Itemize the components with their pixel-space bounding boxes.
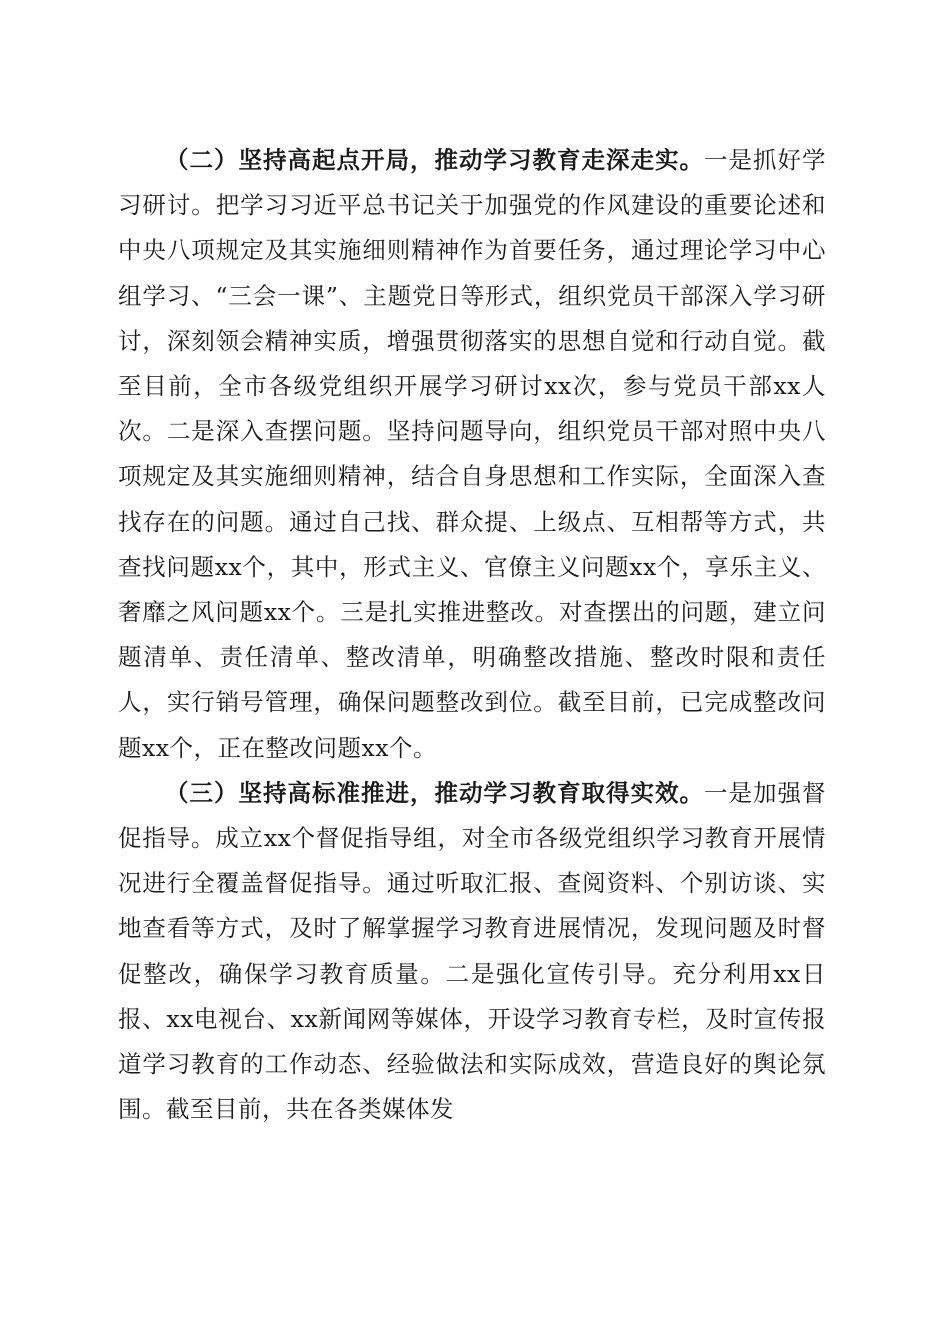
section-3-heading: （三）坚持高标准推进，推动学习教育取得实效。 — [165, 778, 704, 807]
paragraph-section-2 — [118, 138, 826, 771]
document-body — [118, 138, 826, 1132]
section-3-body: 一是加强督促指导。成立xx个督促指导组，对全市各级党组织学习教育开展情况进行全覆盖督促指导。通过听取汇报、查阅资料、个别访谈、实地查看等方式，及时了解掌握学习教育进展情况，发现问题及时督促整改，确保学习教育质量。二是强化宣传引导。充分利用xx日报、xx电视台、xx新闻网等媒体，开设学习教育专栏，及时宣传报道学习教育的工作动态、经验做法和实际成效，营造良好的舆论氛围。截至目前，共在各类媒体发 — [118, 778, 826, 1124]
section-2-heading: （二）坚持高起点开局，推动学习教育走深走实。 — [165, 146, 704, 174]
paragraph-section-3 — [118, 771, 826, 1133]
section-2-body: 一是抓好学习研讨。把学习习近平总书记关于加强党的作风建设的重要论述和中央八项规定及其实施细则精神作为首要任务，通过理论学习中心组学习、“三会一课”、主题党日等形式，组织党员干部深入学习研讨，深刻领会精神实质，增强贯彻落实的思想自觉和行动自觉。截至目前，全市各级党组织开展学习研讨xx次，参与党员干部xx人次。二是深入查摆问题。坚持问题导向，组织党员干部对照中央八项规定及其实施细则精神，结合自身思想和工作实际，全面深入查找存在的问题。通过自己找、群众提、上级点、互相帮等方式，共查找问题xx个，其中，形式主义、官僚主义问题xx个，享乐主义、奢靡之风问题xx个。三是扎实推进整改。对查摆出的问题，建立问题清单、责任清单、整改清单，明确整改措施、整改时限和责任人，实行销号管理，确保问题整改到位。截至目前，已完成整改问题xx个，正在整改问题xx个。 — [118, 146, 826, 762]
